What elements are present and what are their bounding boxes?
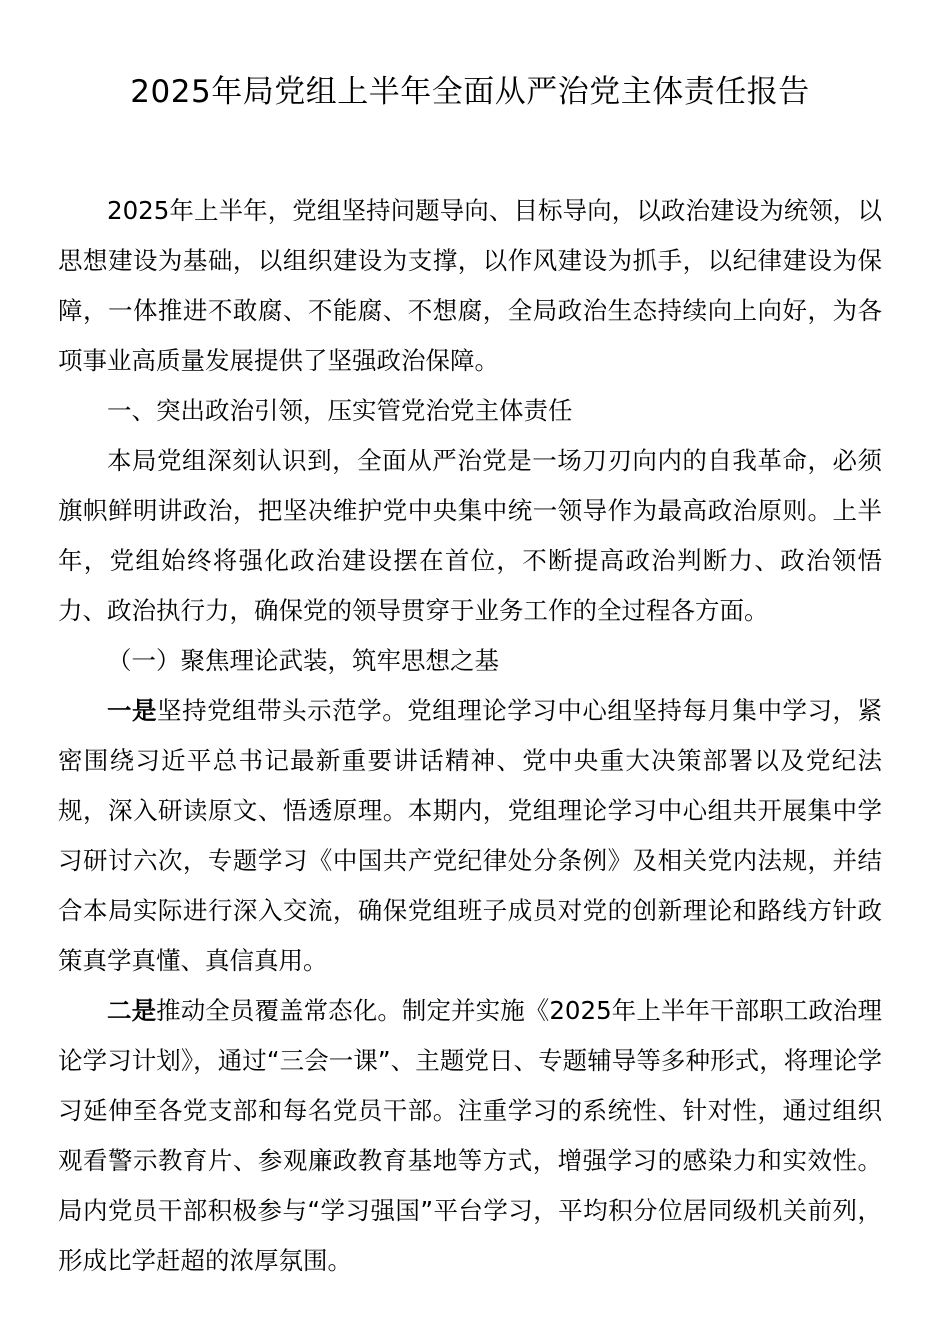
intro-paragraph: 2025年上半年，党组坚持问题导向、目标导向，以政治建设为统领，以思想建设为基础，以组织建设为支撑，以作风建设为抓手，以纪律建设为保障，一体推进不敢腐、不能腐、不想腐，全局政治生态持续向上向好，为各项事业高质量发展提供了坚强政治保障。 [58,196,882,375]
section-1-heading: 一、突出政治引领，压实管党治党主体责任 [107,396,573,425]
point-1-text: 坚持党组带头示范学。党组理论学习中心组坚持每月集中学习，紧密围绕习近平总书记最新重要讲话精神、党中央重大决策部署以及党纪法规，深入研读原文、悟透原理。本期内，党组理论学习中心组共开展集中学习研讨六次，专题学习《中国共产党纪律处分条例》及相关党内法规，并结合本局实际进行深入交流，确保党组班子成员对党的创新理论和路线方针政策真学真懂、真信真用。 [58,696,883,975]
subsection-1-heading: （一）聚焦理论武装，筑牢思想之基 [107,646,499,675]
point-2-lead: 二是 [107,996,157,1025]
section-1-body: 本局党组深刻认识到，全面从严治党是一场刀刃向内的自我革命，必须旗帜鲜明讲政治，把坚决维护党中央集中统一领导作为最高政治原则。上半年，党组始终将强化政治建设摆在首位，不断提高政治判断力、政治领悟力、政治执行力，确保党的领导贯穿于业务工作的全过程各方面。 [58,446,882,625]
document-title: 2025年局党组上半年全面从严治党主体责任报告 [130,74,810,110]
point-2-paragraph [58,986,882,1286]
point-1-lead: 一是 [107,696,158,725]
point-1-paragraph [58,686,882,986]
point-2-text: 推动全员覆盖常态化。制定并实施《2025年上半年干部职工政治理论学习计划》，通过“三会一课”、主题党日、专题辅导等多种形式，将理论学习延伸至各党支部和每名党员干部。注重学习的系统性、针对性，通过组织观看警示教育片、参观廉政教育基地等方式，增强学习的感染力和实效性。局内党员干部积极参与“学习强国”平台学习，平均积分位居同级机关前列，形成比学赶超的浓厚氛围。 [58,996,882,1275]
